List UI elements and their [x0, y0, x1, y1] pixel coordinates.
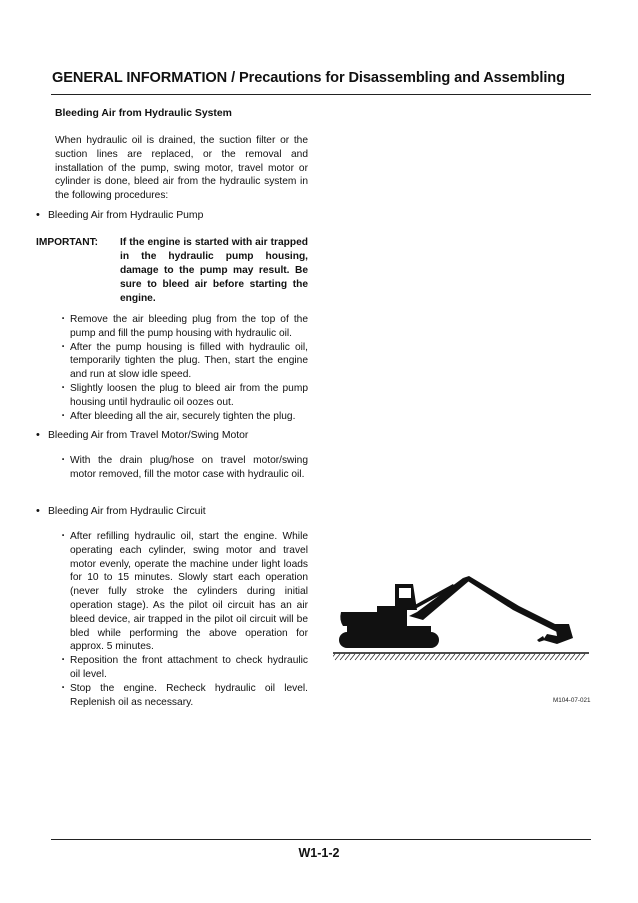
bullet-icon: • — [36, 505, 40, 517]
list-item: ・ Reposition the front attachment to check hydraulic oil level. — [58, 655, 308, 680]
step-marker: ・ — [58, 455, 69, 466]
pump-steps — [55, 313, 308, 423]
important-label: IMPORTANT: — [36, 237, 99, 248]
figure-caption: M104-07-021 — [553, 697, 591, 704]
footer-divider — [51, 839, 591, 840]
step-marker: ・ — [58, 314, 69, 325]
intro-paragraph: When hydraulic oil is drained, the suction filter or the suction lines are replaced, or the removal and installation of the pump, swing motor, travel motor or cylinder is done, bleed air from the hydraulic system in the following procedures: — [55, 135, 308, 202]
circuit-steps — [55, 530, 308, 709]
list-item: ・ Stop the engine. Recheck hydraulic oil level. Replenish oil as necessary. — [58, 682, 308, 708]
travel-steps — [55, 454, 308, 482]
ground-hatch — [333, 653, 589, 660]
bullet-icon: • — [36, 209, 40, 221]
pump-heading-text: Bleeding Air from Hydraulic Pump — [48, 210, 204, 221]
step-marker: ・ — [58, 531, 69, 542]
step-marker: ・ — [58, 655, 69, 667]
step-marker: ・ — [58, 410, 69, 422]
section-title: Bleeding Air from Hydraulic System — [55, 108, 232, 119]
list-item: ・ After the pump housing is filled with hydraulic oil, temporarily tighten the plug. Then, start the engine and run at slow idle speed. — [58, 341, 308, 381]
list-item: ・ After refilling hydraulic oil, start the engine. While operating each cylinder, swing motor and travel motor evenly, operate the machine under light loads for 10 to 15 minutes. Slowly start each operation (never fully stroke the cylinders during initial operation stage). As the pilot oil circuit has an air bleed device, air trapped in the pilot oil circuit will be bled while performing the above operation for approx. 5 minutes. — [58, 531, 308, 653]
circuit-heading-text: Bleeding Air from Hydraulic Circuit — [48, 506, 206, 517]
step-marker: ・ — [58, 341, 69, 353]
travel-heading-text: Bleeding Air from Travel Motor/Swing Motor — [48, 430, 249, 441]
list-item: ・ Slightly loosen the plug to bleed air from the pump housing until hydraulic oil oozes out. — [58, 382, 308, 408]
page-title: GENERAL INFORMATION / Precautions for Disassembling and Assembling — [52, 70, 565, 86]
bullet-icon: • — [36, 429, 40, 441]
step-marker: ・ — [58, 382, 69, 394]
pump-heading — [36, 209, 203, 221]
step-marker: ・ — [58, 682, 69, 694]
travel-heading — [36, 429, 248, 441]
excavator-icon — [339, 576, 573, 648]
header-divider — [51, 94, 591, 95]
excavator-illustration — [333, 576, 591, 666]
page-number: W1-1-2 — [298, 846, 340, 860]
important-text: If the engine is started with air trapped in the hydraulic pump housing, damage to the pump may result. Be sure to bleed air before starting the engine. — [120, 237, 308, 304]
list-item: ・ After bleeding all the air, securely tighten the plug. — [58, 410, 296, 422]
list-item: ・ With the drain plug/hose on travel motor/swing motor removed, fill the motor case with hydraulic oil. — [58, 455, 308, 480]
circuit-heading — [36, 505, 206, 517]
list-item: ・ Remove the air bleeding plug from the top of the pump and fill the pump housing with hydraulic oil. — [58, 314, 308, 339]
